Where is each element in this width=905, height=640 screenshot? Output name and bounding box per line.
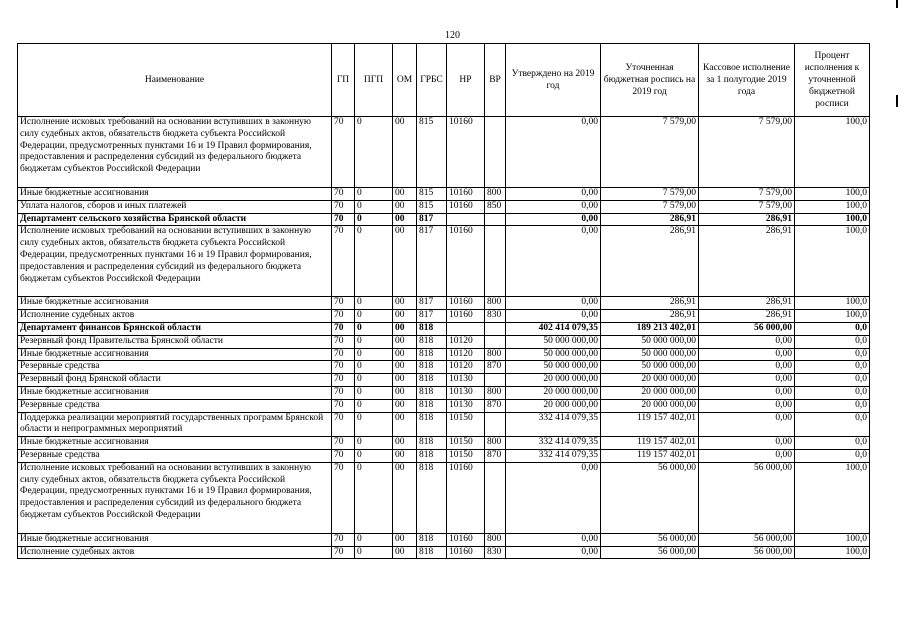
- cell-approved: 0,00: [506, 462, 601, 533]
- cell-grbs: 815: [417, 117, 447, 188]
- cell-approved: 50 000 000,00: [506, 361, 601, 374]
- table-row: [18, 310, 870, 323]
- cell-ppgp: 0: [355, 437, 393, 450]
- cell-ppgp: 0: [355, 374, 393, 387]
- cell-ppgp: 0: [355, 546, 393, 559]
- col-header-refined: Уточненная бюджетная роспись на 2019 год: [601, 44, 699, 117]
- margin-mark: [896, 0, 898, 8]
- cell-gp: 70: [332, 226, 355, 297]
- cell-name: Иные бюджетные ассигнования: [18, 533, 332, 546]
- cell-refined: 50 000 000,00: [601, 335, 699, 348]
- cell-refined: 20 000 000,00: [601, 399, 699, 412]
- cell-gp: 70: [332, 412, 355, 437]
- cell-name: Резервные средства: [18, 361, 332, 374]
- table-row: [18, 335, 870, 348]
- cell-name: Уплата налогов, сборов и иных платежей: [18, 200, 332, 213]
- cell-refined: 50 000 000,00: [601, 361, 699, 374]
- cell-vr: 850: [485, 200, 506, 213]
- cell-percent: 0,0: [795, 322, 870, 335]
- cell-percent: 100,0: [795, 546, 870, 559]
- cell-approved: 0,00: [506, 310, 601, 323]
- cell-cash: 0,00: [699, 412, 795, 437]
- cell-grbs: 815: [417, 188, 447, 201]
- cell-gp: 70: [332, 335, 355, 348]
- cell-cash: 0,00: [699, 348, 795, 361]
- cell-ppgp: 0: [355, 322, 393, 335]
- cell-om: 00: [393, 200, 417, 213]
- cell-percent: 100,0: [795, 310, 870, 323]
- cell-cash: 56 000,00: [699, 322, 795, 335]
- cell-approved: 332 414 079,35: [506, 412, 601, 437]
- cell-vr: 870: [485, 361, 506, 374]
- cell-percent: 0,0: [795, 399, 870, 412]
- cell-gp: 70: [332, 361, 355, 374]
- cell-cash: 286,91: [699, 310, 795, 323]
- cell-percent: 100,0: [795, 200, 870, 213]
- cell-ppgp: 0: [355, 399, 393, 412]
- cell-approved: 20 000 000,00: [506, 386, 601, 399]
- cell-percent: 100,0: [795, 297, 870, 310]
- cell-refined: 56 000,00: [601, 546, 699, 559]
- cell-name: Исполнение судебных актов: [18, 310, 332, 323]
- cell-percent: 0,0: [795, 361, 870, 374]
- cell-om: 00: [393, 213, 417, 226]
- cell-refined: 20 000 000,00: [601, 374, 699, 387]
- budget-table: [17, 43, 870, 559]
- cell-grbs: 815: [417, 200, 447, 213]
- col-header-cash: Кассовое исполнение за 1 полугодие 2019 года: [699, 44, 795, 117]
- cell-cash: 0,00: [699, 399, 795, 412]
- cell-percent: 100,0: [795, 117, 870, 188]
- cell-cash: 7 579,00: [699, 117, 795, 188]
- table-row: [18, 533, 870, 546]
- col-header-om: ОМ: [393, 44, 417, 117]
- cell-grbs: 818: [417, 399, 447, 412]
- table-body: [18, 117, 870, 559]
- cell-ppgp: 0: [355, 213, 393, 226]
- cell-refined: 7 579,00: [601, 200, 699, 213]
- table-row: [18, 386, 870, 399]
- cell-approved: 402 414 079,35: [506, 322, 601, 335]
- cell-om: 00: [393, 437, 417, 450]
- cell-grbs: 817: [417, 297, 447, 310]
- cell-approved: 0,00: [506, 226, 601, 297]
- cell-om: 00: [393, 188, 417, 201]
- cell-approved: 20 000 000,00: [506, 374, 601, 387]
- cell-om: 00: [393, 322, 417, 335]
- cell-cash: 0,00: [699, 361, 795, 374]
- cell-percent: 100,0: [795, 213, 870, 226]
- cell-cash: 286,91: [699, 226, 795, 297]
- cell-approved: 0,00: [506, 533, 601, 546]
- cell-np: 10150: [447, 412, 485, 437]
- cell-om: 00: [393, 462, 417, 533]
- cell-percent: 0,0: [795, 437, 870, 450]
- cell-vr: 830: [485, 310, 506, 323]
- cell-grbs: 818: [417, 386, 447, 399]
- cell-gp: 70: [332, 348, 355, 361]
- cell-gp: 70: [332, 546, 355, 559]
- table-row: [18, 412, 870, 437]
- cell-np: 10120: [447, 348, 485, 361]
- cell-gp: 70: [332, 297, 355, 310]
- cell-name: Исполнение исковых требований на основании вступивших в законную силу судебных актов, обязательств бюджета субъекта Российской Федерации, предусмотренных пунктами 16 и 19 Правил формирования, предоставления и распределения субсидий из федерального бюджета бюджетам субъектов Российской Федерации: [18, 462, 332, 533]
- cell-refined: 119 157 402,01: [601, 437, 699, 450]
- cell-cash: 56 000,00: [699, 546, 795, 559]
- cell-ppgp: 0: [355, 200, 393, 213]
- cell-name: Исполнение судебных актов: [18, 546, 332, 559]
- cell-vr: 870: [485, 449, 506, 462]
- cell-np: 10120: [447, 335, 485, 348]
- cell-approved: 332 414 079,35: [506, 437, 601, 450]
- cell-vr: [485, 322, 506, 335]
- cell-cash: 56 000,00: [699, 533, 795, 546]
- cell-gp: 70: [332, 213, 355, 226]
- cell-refined: 7 579,00: [601, 117, 699, 188]
- cell-ppgp: 0: [355, 348, 393, 361]
- cell-refined: 119 157 402,01: [601, 449, 699, 462]
- cell-vr: [485, 226, 506, 297]
- cell-vr: 800: [485, 533, 506, 546]
- cell-cash: 7 579,00: [699, 200, 795, 213]
- cell-vr: 800: [485, 297, 506, 310]
- cell-vr: [485, 213, 506, 226]
- cell-approved: 0,00: [506, 297, 601, 310]
- cell-np: 10150: [447, 437, 485, 450]
- margin-mark: [896, 95, 898, 107]
- cell-vr: [485, 374, 506, 387]
- cell-np: 10160: [447, 226, 485, 297]
- cell-grbs: 818: [417, 361, 447, 374]
- cell-gp: 70: [332, 449, 355, 462]
- cell-percent: 0,0: [795, 386, 870, 399]
- table-row: [18, 462, 870, 533]
- cell-grbs: 818: [417, 546, 447, 559]
- cell-om: 00: [393, 533, 417, 546]
- cell-om: 00: [393, 310, 417, 323]
- cell-percent: 0,0: [795, 412, 870, 437]
- col-header-ppgp: ПГП: [355, 44, 393, 117]
- cell-name: Исполнение исковых требований на основании вступивших в законную силу судебных актов, обязательств бюджета субъекта Российской Федерации, предусмотренных пунктами 16 и 19 Правил формирования, предоставления и распределения субсидий из федерального бюджета бюджетам субъектов Российской Федерации: [18, 117, 332, 188]
- cell-approved: 20 000 000,00: [506, 399, 601, 412]
- col-header-approved: Утверждено на 2019 год: [506, 44, 601, 117]
- cell-name: Резервные средства: [18, 399, 332, 412]
- page-number: 120: [445, 30, 460, 41]
- cell-om: 00: [393, 412, 417, 437]
- cell-om: 00: [393, 374, 417, 387]
- cell-refined: 56 000,00: [601, 533, 699, 546]
- cell-vr: [485, 117, 506, 188]
- cell-percent: 0,0: [795, 374, 870, 387]
- cell-refined: 119 157 402,01: [601, 412, 699, 437]
- cell-vr: 800: [485, 386, 506, 399]
- cell-cash: 286,91: [699, 213, 795, 226]
- cell-gp: 70: [332, 399, 355, 412]
- table-row: [18, 200, 870, 213]
- col-header-grbs: ГРБС: [417, 44, 447, 117]
- cell-approved: 50 000 000,00: [506, 335, 601, 348]
- table-row: [18, 449, 870, 462]
- table-row: [18, 117, 870, 188]
- cell-cash: 0,00: [699, 374, 795, 387]
- header-row: [18, 44, 870, 117]
- cell-cash: 0,00: [699, 449, 795, 462]
- table-row: [18, 348, 870, 361]
- cell-cash: 0,00: [699, 437, 795, 450]
- cell-ppgp: 0: [355, 117, 393, 188]
- col-header-gp: ГП: [332, 44, 355, 117]
- cell-om: 00: [393, 386, 417, 399]
- cell-np: 10130: [447, 399, 485, 412]
- cell-grbs: 818: [417, 462, 447, 533]
- cell-name: Резервные средства: [18, 449, 332, 462]
- cell-om: 00: [393, 297, 417, 310]
- cell-percent: 0,0: [795, 335, 870, 348]
- cell-percent: 100,0: [795, 533, 870, 546]
- cell-om: 00: [393, 348, 417, 361]
- cell-grbs: 818: [417, 374, 447, 387]
- cell-gp: 70: [332, 322, 355, 335]
- table-row: [18, 399, 870, 412]
- cell-refined: 20 000 000,00: [601, 386, 699, 399]
- cell-np: 10160: [447, 533, 485, 546]
- cell-refined: 7 579,00: [601, 188, 699, 201]
- cell-grbs: 818: [417, 335, 447, 348]
- cell-gp: 70: [332, 462, 355, 533]
- cell-grbs: 818: [417, 412, 447, 437]
- cell-np: 10120: [447, 361, 485, 374]
- cell-gp: 70: [332, 310, 355, 323]
- cell-name: Иные бюджетные ассигнования: [18, 386, 332, 399]
- cell-ppgp: 0: [355, 226, 393, 297]
- cell-name: Департамент финансов Брянской области: [18, 322, 332, 335]
- cell-np: 10160: [447, 546, 485, 559]
- table-row: [18, 226, 870, 297]
- cell-vr: 830: [485, 546, 506, 559]
- cell-ppgp: 0: [355, 335, 393, 348]
- cell-np: 10160: [447, 462, 485, 533]
- cell-grbs: 817: [417, 213, 447, 226]
- cell-ppgp: 0: [355, 188, 393, 201]
- cell-np: 10150: [447, 449, 485, 462]
- cell-ppgp: 0: [355, 297, 393, 310]
- cell-refined: 286,91: [601, 310, 699, 323]
- cell-gp: 70: [332, 117, 355, 188]
- cell-percent: 100,0: [795, 226, 870, 297]
- cell-grbs: 818: [417, 322, 447, 335]
- cell-cash: 286,91: [699, 297, 795, 310]
- cell-om: 00: [393, 226, 417, 297]
- col-header-np: НР: [447, 44, 485, 117]
- cell-np: 10160: [447, 117, 485, 188]
- cell-gp: 70: [332, 200, 355, 213]
- cell-ppgp: 0: [355, 386, 393, 399]
- cell-np: 10160: [447, 200, 485, 213]
- table-row: [18, 188, 870, 201]
- cell-om: 00: [393, 117, 417, 188]
- cell-refined: 56 000,00: [601, 462, 699, 533]
- table-row: [18, 361, 870, 374]
- cell-cash: 56 000,00: [699, 462, 795, 533]
- cell-ppgp: 0: [355, 412, 393, 437]
- cell-refined: 286,91: [601, 213, 699, 226]
- cell-grbs: 818: [417, 449, 447, 462]
- cell-approved: 0,00: [506, 546, 601, 559]
- cell-percent: 0,0: [795, 449, 870, 462]
- cell-om: 00: [393, 449, 417, 462]
- table-row: [18, 213, 870, 226]
- cell-approved: 0,00: [506, 200, 601, 213]
- cell-grbs: 817: [417, 226, 447, 297]
- cell-vr: 800: [485, 188, 506, 201]
- cell-grbs: 818: [417, 437, 447, 450]
- table-row: [18, 374, 870, 387]
- cell-name: Иные бюджетные ассигнования: [18, 297, 332, 310]
- cell-om: 00: [393, 335, 417, 348]
- table-row: [18, 322, 870, 335]
- col-header-vr: ВР: [485, 44, 506, 117]
- cell-cash: 0,00: [699, 386, 795, 399]
- cell-gp: 70: [332, 188, 355, 201]
- cell-grbs: 817: [417, 310, 447, 323]
- cell-gp: 70: [332, 386, 355, 399]
- cell-cash: 7 579,00: [699, 188, 795, 201]
- cell-grbs: 818: [417, 533, 447, 546]
- cell-vr: 870: [485, 399, 506, 412]
- cell-percent: 100,0: [795, 462, 870, 533]
- cell-vr: [485, 462, 506, 533]
- cell-np: 10160: [447, 297, 485, 310]
- cell-ppgp: 0: [355, 310, 393, 323]
- col-header-name: Наименование: [18, 44, 332, 117]
- cell-name: Резервный фонд Правительства Брянской области: [18, 335, 332, 348]
- cell-refined: 286,91: [601, 297, 699, 310]
- cell-cash: 0,00: [699, 335, 795, 348]
- cell-refined: 286,91: [601, 226, 699, 297]
- cell-name: Исполнение исковых требований на основании вступивших в законную силу судебных актов, обязательств бюджета субъекта Российской Федерации, предусмотренных пунктами 16 и 19 Правил формирования, предоставления и распределения субсидий из федерального бюджета бюджетам субъектов Российской Федерации: [18, 226, 332, 297]
- cell-om: 00: [393, 399, 417, 412]
- cell-refined: 50 000 000,00: [601, 348, 699, 361]
- cell-gp: 70: [332, 437, 355, 450]
- cell-name: Иные бюджетные ассигнования: [18, 348, 332, 361]
- cell-om: 00: [393, 546, 417, 559]
- cell-gp: 70: [332, 533, 355, 546]
- col-header-percent: Процент исполнения к уточненной бюджетной росписи: [795, 44, 870, 117]
- table-row: [18, 437, 870, 450]
- cell-np: 10130: [447, 386, 485, 399]
- cell-np: [447, 322, 485, 335]
- cell-np: 10160: [447, 310, 485, 323]
- cell-approved: 0,00: [506, 213, 601, 226]
- cell-approved: 0,00: [506, 117, 601, 188]
- cell-vr: 800: [485, 437, 506, 450]
- cell-vr: [485, 412, 506, 437]
- cell-grbs: 818: [417, 348, 447, 361]
- cell-name: Резервный фонд Брянской области: [18, 374, 332, 387]
- cell-ppgp: 0: [355, 533, 393, 546]
- cell-percent: 0,0: [795, 348, 870, 361]
- cell-name: Департамент сельского хозяйства Брянской области: [18, 213, 332, 226]
- cell-ppgp: 0: [355, 361, 393, 374]
- cell-ppgp: 0: [355, 462, 393, 533]
- cell-name: Иные бюджетные ассигнования: [18, 188, 332, 201]
- cell-np: 10130: [447, 374, 485, 387]
- cell-vr: 800: [485, 348, 506, 361]
- cell-gp: 70: [332, 374, 355, 387]
- cell-name: Иные бюджетные ассигнования: [18, 437, 332, 450]
- cell-approved: 50 000 000,00: [506, 348, 601, 361]
- cell-percent: 100,0: [795, 188, 870, 201]
- table-row: [18, 546, 870, 559]
- cell-approved: 0,00: [506, 188, 601, 201]
- cell-refined: 189 213 402,01: [601, 322, 699, 335]
- cell-approved: 332 414 079,35: [506, 449, 601, 462]
- cell-np: 10160: [447, 188, 485, 201]
- cell-ppgp: 0: [355, 449, 393, 462]
- cell-np: [447, 213, 485, 226]
- table-row: [18, 297, 870, 310]
- cell-om: 00: [393, 361, 417, 374]
- cell-vr: [485, 335, 506, 348]
- cell-name: Поддержка реализации мероприятий государственных программ Брянской области и непрограммных мероприятий: [18, 412, 332, 437]
